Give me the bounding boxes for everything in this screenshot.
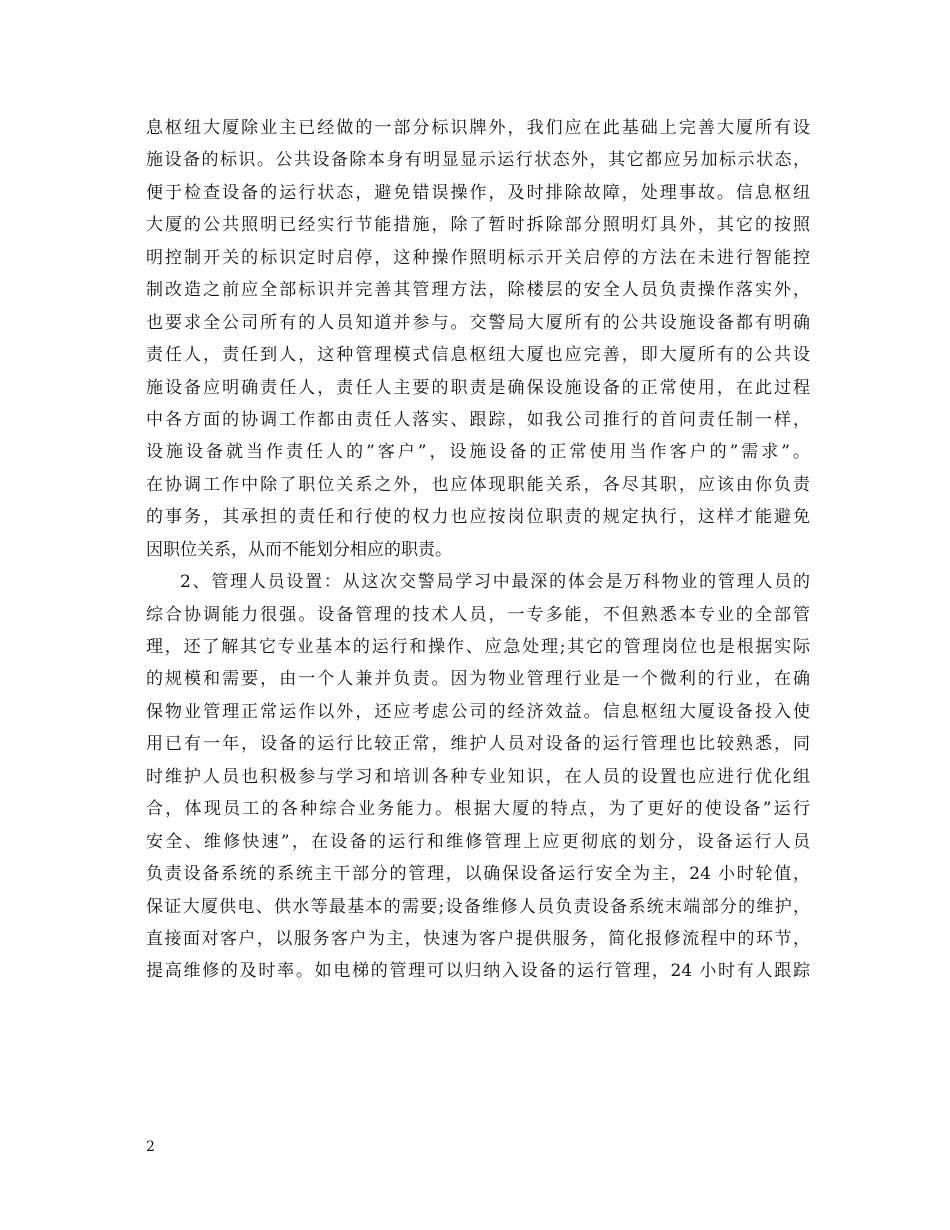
text-line: 负责设备系统的系统主干部分的管理，以确保设备运行安全为主，24 小时轮值， [146, 864, 810, 885]
text-line: 理，还了解其它专业基本的运行和操作、应急处理;其它的管理岗位也是根据实际 [146, 637, 810, 657]
text-line: 制改造之前应全部标识并完善其管理方法，除楼层的安全人员负责操作落实外， [146, 280, 810, 301]
text-line: 保物业管理正常运作以外，还应考虑公司的经济效益。信息枢纽大厦设备投入使 [146, 701, 810, 722]
text-line: 施设备应明确责任人，责任人主要的职责是确保设施设备的正常使用，在此过程 [146, 377, 810, 398]
text-line: 2、管理人员设置：从这次交警局学习中最深的体会是万科物业的管理人员的 [180, 572, 810, 593]
text-line: 设施设备就当作责任人的”客户”，设施设备的正常使用当作客户的”需求”。 [146, 442, 810, 463]
text-line: 安全、维修快速”，在设备的运行和维修管理上应更彻底的划分，设备运行人员 [146, 831, 810, 852]
text-line: 中各方面的协调工作都由责任人落实、跟踪，如我公司推行的首问责任制一样， [146, 409, 810, 430]
text-line: 因职位关系，从而不能划分相应的职责。 [146, 539, 452, 560]
text-line: 明控制开关的标识定时启停，这种操作照明标示开关启停的方法在未进行智能控 [146, 247, 810, 268]
text-line: 大厦的公共照明已经实行节能措施，除了暂时拆除部分照明灯具外，其它的按照 [146, 215, 810, 236]
text-line: 也要求全公司所有的人员知道并参与。交警局大厦所有的公共设施设备都有明确 [146, 312, 810, 333]
text-line: 时维护人员也积极参与学习和培训各种专业知识，在人员的设置也应进行优化组 [146, 766, 810, 787]
text-line: 提高维修的及时率。如电梯的管理可以归纳入设备的运行管理，24 小时有人跟踪 [146, 961, 810, 982]
text-line: 责任人，责任到人，这种管理模式信息枢纽大厦也应完善，即大厦所有的公共设 [146, 345, 810, 366]
text-line: 保证大厦供电、供水等最基本的需要;设备维修人员负责设备系统末端部分的维护， [146, 896, 810, 917]
text-line: 的事务，其承担的责任和行使的权力也应按岗位职责的规定执行，这样才能避免 [146, 507, 810, 528]
text-line: 施设备的标识。公共设备除本身有明显显示运行状态外，其它都应另加标示状态， [146, 150, 810, 171]
text-line: 综合协调能力很强。设备管理的技术人员，一专多能，不但熟悉本专业的全部管 [146, 604, 810, 625]
text-line: 合，体现员工的各种综合业务能力。根据大厦的特点，为了更好的使设备”运行 [146, 799, 810, 820]
text-line: 用已有一年，设备的运行比较正常，维护人员对设备的运行管理也比较熟悉，同 [146, 734, 810, 755]
body-text [146, 112, 810, 988]
text-line: 在协调工作中除了职位关系之外，也应体现职能关系，各尽其职，应该由你负责 [146, 474, 810, 495]
text-line: 息枢纽大厦除业主已经做的一部分标识牌外，我们应在此基础上完善大厦所有设 [146, 118, 810, 138]
text-line: 便于检查设备的运行状态，避免错误操作，及时排除故障，处理事故。信息枢纽 [146, 182, 810, 203]
page-number: 2 [146, 1139, 155, 1155]
text-line: 的规模和需要，由一个人兼并负责。因为物业管理行业是一个微利的行业，在确 [146, 669, 810, 690]
text-line: 直接面对客户，以服务客户为主，快速为客户提供服务，简化报修流程中的环节， [146, 928, 810, 949]
